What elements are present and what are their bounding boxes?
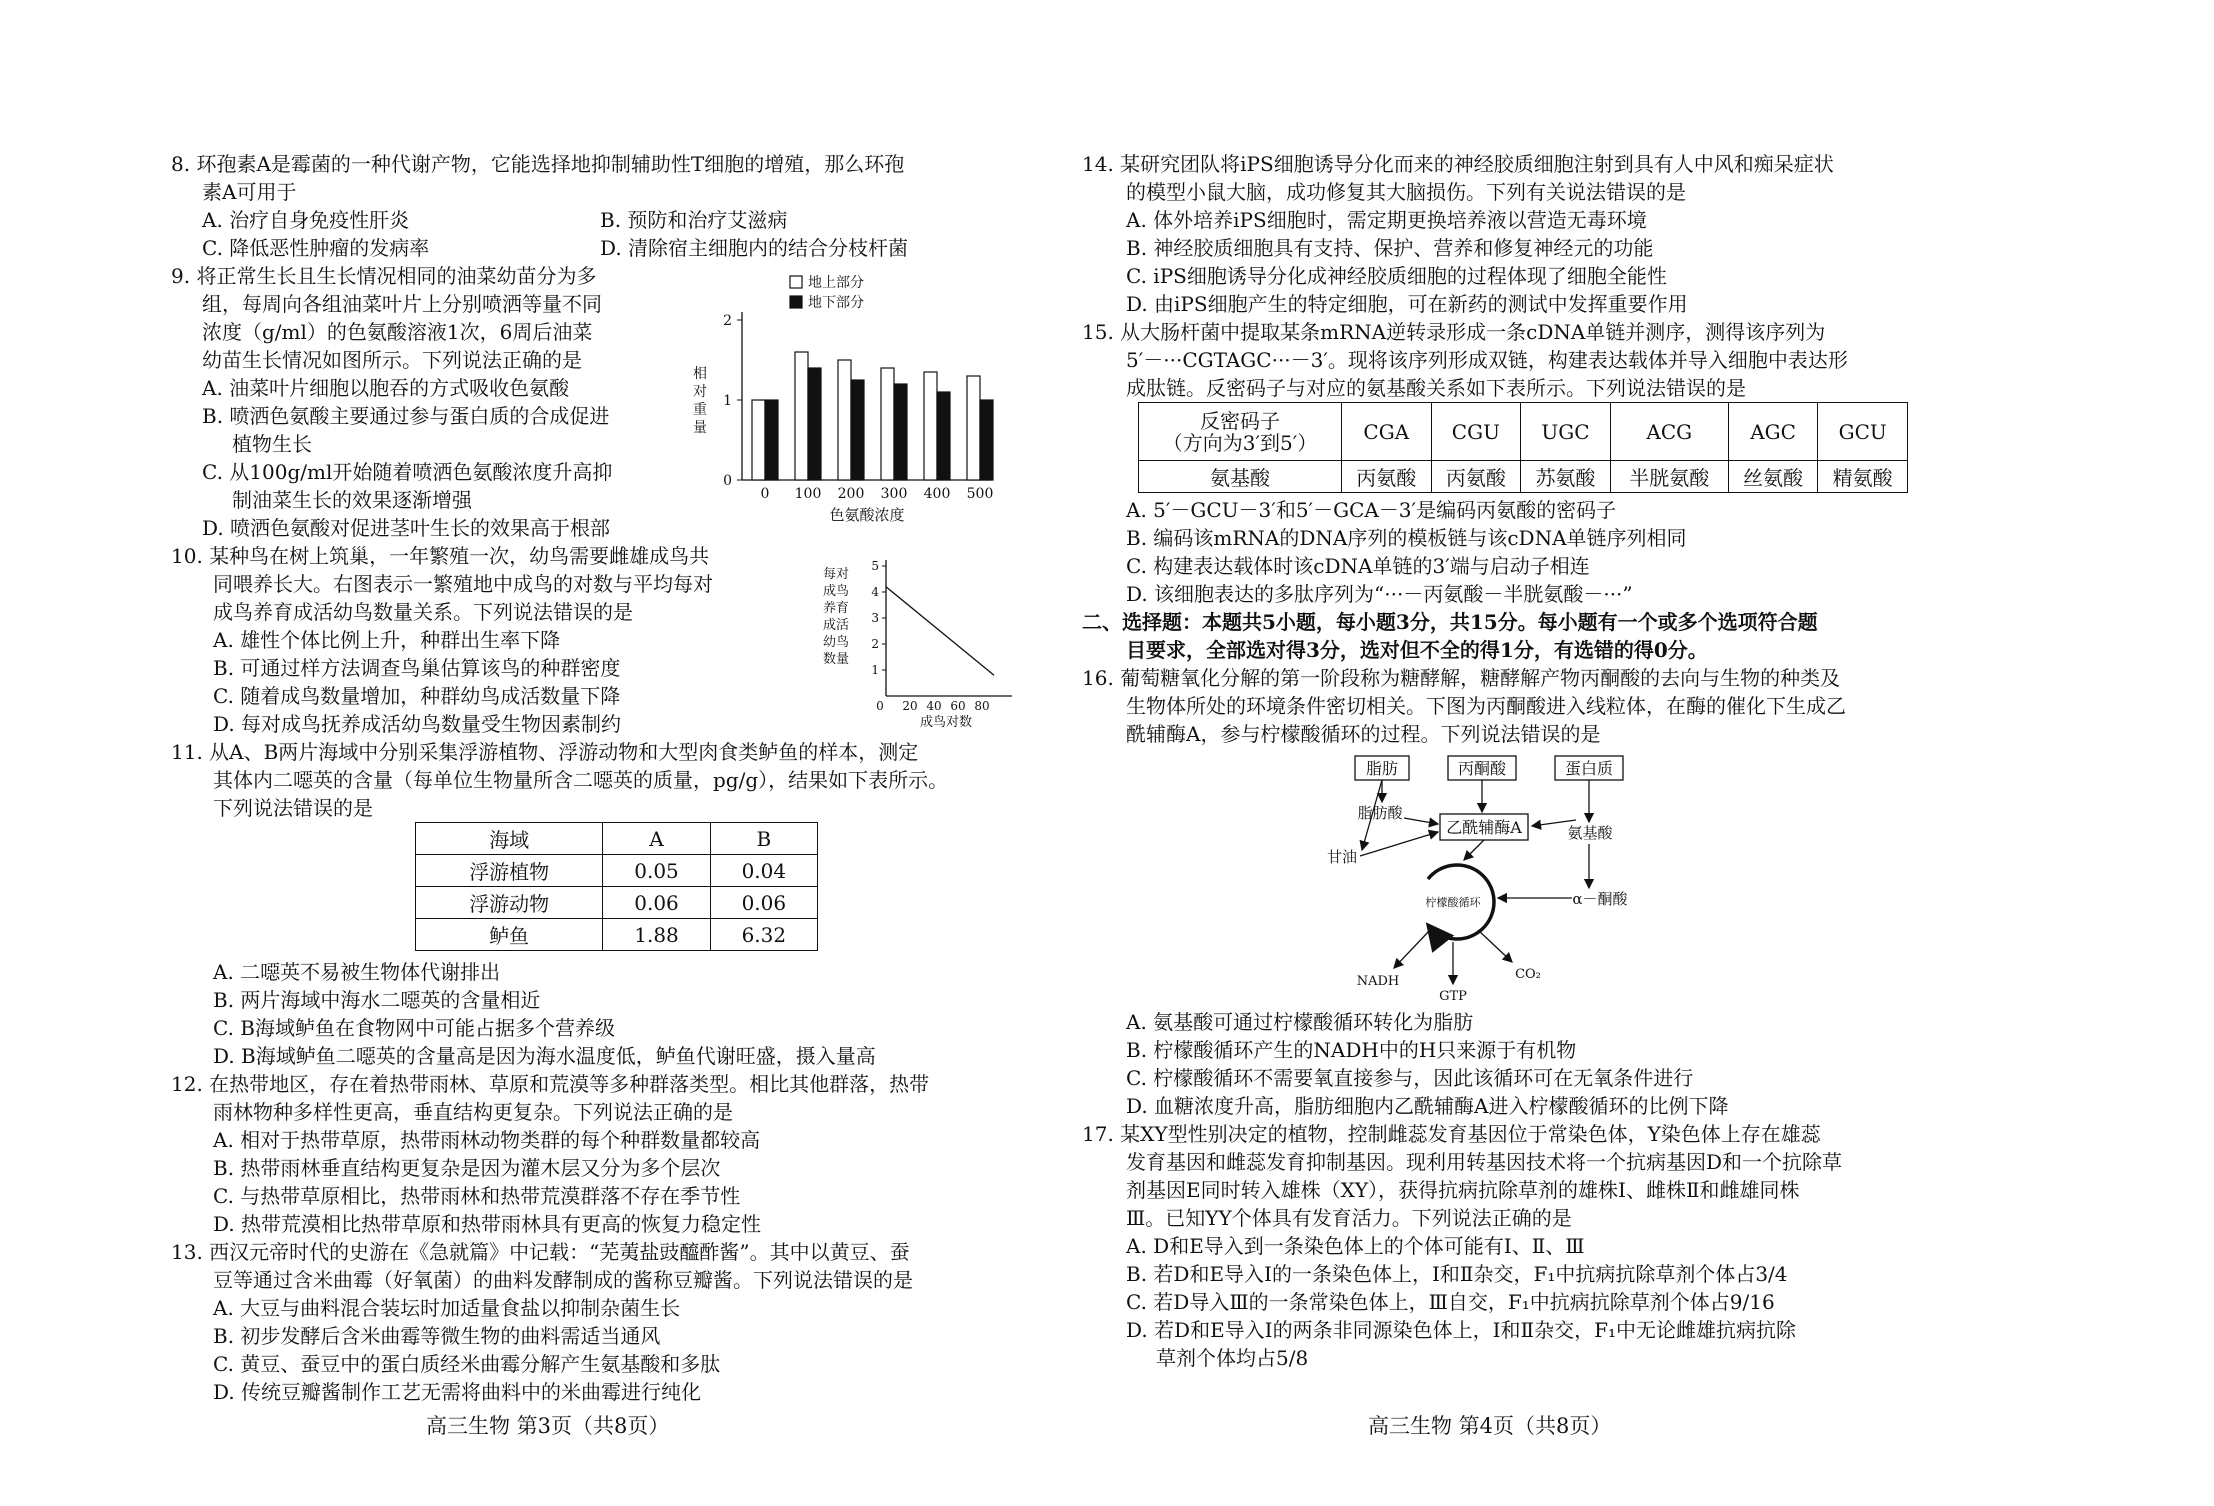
q8-option-b: B. 预防和治疗艾滋病 bbox=[600, 208, 788, 232]
q9-stem-line4: 幼苗生长情况如图所示。下列说法正确的是 bbox=[202, 348, 582, 372]
q11-table-header: 海域 bbox=[416, 823, 603, 855]
q11-option-b: B. 两片海域中海水二噁英的含量相近 bbox=[213, 988, 541, 1012]
q12-option-d: D. 热带荒漠相比热带草原和热带雨林具有更高的恢复力稳定性 bbox=[213, 1212, 762, 1236]
q10-option-b: B. 可通过样方法调查鸟巢估算该鸟的种群密度 bbox=[213, 656, 621, 680]
q12-option-a: A. 相对于热带草原，热带雨林动物类群的每个种群数量都较高 bbox=[213, 1128, 761, 1152]
q15-table-row2-header: 氨基酸 bbox=[1139, 461, 1342, 493]
q15-amino-acid-cell: 精氨酸 bbox=[1818, 461, 1908, 493]
q16-stem-line2: 生物体所处的环境条件密切相关。下图为丙酮酸进入线粒体，在酶的催化下生成乙 bbox=[1126, 694, 1846, 718]
q15-amino-acid-cell: 丙氨酸 bbox=[1342, 461, 1432, 493]
bar-above-ground bbox=[967, 376, 980, 480]
x-tick-label: 20 bbox=[902, 699, 918, 713]
q11-table-cell: 0.04 bbox=[710, 855, 817, 887]
q9-option-c-cont: 制油菜生长的效果逐渐增强 bbox=[232, 488, 472, 512]
y-axis-label-line: 成鸟 bbox=[822, 584, 850, 599]
q17-stem-line3: 剂基因E同时转入雄株（XY），获得抗病抗除草剂的雄株Ⅰ、雌株Ⅱ和雌雄同株 bbox=[1126, 1178, 1800, 1202]
q16-option-b: B. 柠檬酸循环产生的NADH中的H只来源于有机物 bbox=[1126, 1038, 1577, 1062]
q11-table-cell: 1.88 bbox=[603, 919, 710, 951]
q11-table bbox=[415, 822, 818, 951]
q17-option-b: B. 若D和E导入Ⅰ的一条染色体上，Ⅰ和Ⅱ杂交，F₁中抗病抗除草剂个体占3/4 bbox=[1126, 1262, 1788, 1286]
q15-anticodon-cell: AGC bbox=[1728, 403, 1818, 461]
q15-anticodon-cell: UGC bbox=[1521, 403, 1611, 461]
y-tick-label: 2 bbox=[723, 313, 732, 329]
trend-line bbox=[886, 587, 994, 675]
y-axis-label-line: 养育 bbox=[822, 601, 850, 616]
q11-stem-line2: 其体内二噁英的含量（每单位生物量所含二噁英的质量，pg/g），结果如下表所示。 bbox=[213, 768, 949, 792]
x-axis-label: 成鸟对数 bbox=[919, 715, 973, 730]
q11-table-cell: 6.32 bbox=[710, 919, 817, 951]
x-tick-label: 80 bbox=[974, 699, 990, 713]
x-axis-label: 色氨酸浓度 bbox=[829, 506, 905, 524]
q11-table-cell: 鲈鱼 bbox=[416, 919, 603, 951]
q16-option-d: D. 血糖浓度升高，脂肪细胞内乙酰辅酶A进入柠檬酸循环的比例下降 bbox=[1126, 1094, 1729, 1118]
bar-above-ground bbox=[924, 372, 937, 480]
y-tick-label: 4 bbox=[871, 585, 879, 599]
section-2-heading-line1: 二、选择题：本题共5小题，每小题3分，共15分。每小题有一个或多个选项符合题 bbox=[1082, 610, 1818, 634]
x-tick-label: 60 bbox=[950, 699, 966, 713]
q9-stem-line1: 9. 将正常生长且生长情况相同的油菜幼苗分为多 bbox=[171, 264, 597, 288]
pyruvate-box bbox=[1448, 756, 1516, 780]
q10-option-c: C. 随着成鸟数量增加，种群幼鸟成活数量下降 bbox=[213, 684, 621, 708]
q11-table-cell: 0.06 bbox=[710, 887, 817, 919]
pyruvate-label: 丙酮酸 bbox=[1457, 759, 1507, 778]
q13-option-d: D. 传统豆瓣酱制作工艺无需将曲料中的米曲霉进行纯化 bbox=[213, 1380, 702, 1404]
q12-stem-line2: 雨林物种多样性更高，垂直结构更复杂。下列说法正确的是 bbox=[213, 1100, 733, 1124]
q15-table-row1-header bbox=[1139, 403, 1342, 461]
y-axis-label-line: 幼鸟 bbox=[822, 635, 850, 650]
q15-option-d: D. 该细胞表达的多肽序列为“···－丙氨酸－半胱氨酸－···” bbox=[1126, 582, 1633, 606]
q11-option-c: C. B海域鲈鱼在食物网中可能占据多个营养级 bbox=[213, 1016, 616, 1040]
nadh-label: NADH bbox=[1356, 974, 1400, 989]
legend-swatch bbox=[790, 296, 802, 308]
q14-stem-line1: 14. 某研究团队将iPS细胞诱导分化而来的神经胶质细胞注射到具有人中风和痴呆症状 bbox=[1082, 152, 1834, 176]
q12-option-c: C. 与热带草原相比，热带雨林和热带荒漠群落不存在季节性 bbox=[213, 1184, 741, 1208]
q17-stem-line4: Ⅲ。已知YY个体具有发育活力。下列说法正确的是 bbox=[1126, 1206, 1572, 1230]
q9-option-a: A. 油菜叶片细胞以胞吞的方式吸收色氨酸 bbox=[202, 376, 570, 400]
amino-acid-label: 氨基酸 bbox=[1567, 824, 1613, 842]
q12-option-b: B. 热带雨林垂直结构更复杂是因为灌木层又分为多个层次 bbox=[213, 1156, 721, 1180]
bar-above-ground bbox=[752, 400, 765, 480]
q15-option-b: B. 编码该mRNA的DNA序列的模板链与该cDNA单链序列相同 bbox=[1126, 526, 1687, 550]
q9-bar-chart bbox=[680, 270, 1020, 525]
y-axis-label-line: 每对 bbox=[822, 567, 850, 582]
left-page-footer: 高三生物 第3页（共8页） bbox=[426, 1414, 670, 1438]
y-tick-label: 3 bbox=[871, 611, 879, 625]
q13-stem-line2: 豆等通过含米曲霉（好氧菌）的曲料发酵制成的酱称豆瓣酱。下列说法错误的是 bbox=[213, 1268, 913, 1292]
q16-stem-line3: 酰辅酶A，参与柠檬酸循环的过程。下列说法错误的是 bbox=[1126, 722, 1601, 746]
bar-below-ground bbox=[808, 368, 821, 480]
q8-stem-line2: 素A可用于 bbox=[202, 180, 297, 204]
q8-option-d: D. 清除宿主细胞内的结合分枝杆菌 bbox=[600, 236, 909, 260]
q8-stem-line1: 8. 环孢素A是霉菌的一种代谢产物，它能选择地抑制辅助性T细胞的增殖，那么环孢 bbox=[171, 152, 905, 176]
q11-option-d: D. B海域鲈鱼二噁英的含量高是因为海水温度低，鲈鱼代谢旺盛，摄入量高 bbox=[213, 1044, 876, 1068]
y-axis-label-char: 量 bbox=[693, 420, 707, 436]
q15-amino-acid-cell: 半胱氨酸 bbox=[1610, 461, 1728, 493]
q10-line-chart bbox=[800, 548, 1020, 728]
q10-stem-line2: 同喂养长大。右图表示一繁殖地中成鸟的对数与平均每对 bbox=[213, 572, 713, 596]
q14-option-a: A. 体外培养iPS细胞时，需定期更换培养液以营造无毒环境 bbox=[1126, 208, 1647, 232]
bar-below-ground bbox=[894, 384, 907, 480]
gtp-label: GTP bbox=[1439, 989, 1467, 1004]
q8-option-a: A. 治疗自身免疫性肝炎 bbox=[202, 208, 410, 232]
q15-codon-table bbox=[1138, 402, 1908, 493]
q10-option-a: A. 雄性个体比例上升，种群出生率下降 bbox=[213, 628, 561, 652]
x-tick-label: 0 bbox=[876, 699, 884, 713]
q17-option-c: C. 若D导入Ⅲ的一条常染色体上，Ⅲ自交，F₁中抗病抗除草剂个体占9/16 bbox=[1126, 1290, 1775, 1314]
q11-table-header: A bbox=[603, 823, 710, 855]
y-tick-label: 2 bbox=[871, 637, 879, 651]
fat-box bbox=[1355, 756, 1409, 780]
q15-header-line1: 反密码子 bbox=[1200, 408, 1280, 433]
q10-stem-line1: 10. 某种鸟在树上筑巢，一年繁殖一次，幼鸟需要雌雄成鸟共 bbox=[171, 544, 710, 568]
q14-option-c: C. iPS细胞诱导分化成神经胶质细胞的过程体现了细胞全能性 bbox=[1126, 264, 1667, 288]
x-tick-label: 500 bbox=[966, 486, 994, 502]
q9-option-d: D. 喷洒色氨酸对促进茎叶生长的效果高于根部 bbox=[202, 516, 611, 540]
q11-stem-line1: 11. 从A、B两片海域中分别采集浮游植物、浮游动物和大型肉食类鲈鱼的样本，测定 bbox=[171, 740, 919, 764]
fatty-acid-label: 脂肪酸 bbox=[1357, 804, 1403, 822]
q15-header-line2: （方向为3′到5′） bbox=[1162, 430, 1318, 455]
right-page-footer: 高三生物 第4页（共8页） bbox=[1368, 1414, 1612, 1438]
q15-stem-line2: 5′－···CGTAGC···－3′。现将该序列形成双链，构建表达载体并导入细胞中表达形 bbox=[1126, 348, 1848, 372]
q15-amino-acid-cell: 丝氨酸 bbox=[1728, 461, 1818, 493]
q9-option-b-cont: 植物生长 bbox=[232, 432, 312, 456]
y-axis-label-line: 成活 bbox=[822, 618, 850, 633]
x-tick-label: 400 bbox=[923, 486, 951, 502]
q16-option-a: A. 氨基酸可通过柠檬酸循环转化为脂肪 bbox=[1126, 1010, 1474, 1034]
q12-stem-line1: 12. 在热带地区，存在着热带雨林、草原和荒漠等多种群落类型。相比其他群落，热带 bbox=[171, 1072, 930, 1096]
y-tick-label: 1 bbox=[723, 393, 732, 409]
bar-below-ground bbox=[765, 400, 778, 480]
bar-below-ground bbox=[851, 380, 864, 480]
q14-option-b: B. 神经胶质细胞具有支持、保护、营养和修复神经元的功能 bbox=[1126, 236, 1654, 260]
x-tick-label: 40 bbox=[926, 699, 942, 713]
acetyl-coa-label: 乙酰辅酶A bbox=[1446, 818, 1522, 837]
q11-table-cell: 浮游动物 bbox=[416, 887, 603, 919]
fat-label: 脂肪 bbox=[1365, 759, 1399, 778]
legend-label: 地上部分 bbox=[808, 275, 864, 291]
q13-option-a: A. 大豆与曲料混合装坛时加适量食盐以抑制杂菌生长 bbox=[213, 1296, 681, 1320]
q10-stem-line3: 成鸟养育成活幼鸟数量关系。下列说法错误的是 bbox=[213, 600, 633, 624]
q11-stem-line3: 下列说法错误的是 bbox=[213, 796, 373, 820]
bar-above-ground bbox=[881, 368, 894, 480]
bar-below-ground bbox=[980, 400, 993, 480]
q16-stem-line1: 16. 葡萄糖氧化分解的第一阶段称为糖酵解，糖酵解产物丙酮酸的去向与生物的种类及 bbox=[1082, 666, 1841, 690]
q9-option-c: C. 从100g/ml开始随着喷洒色氨酸浓度升高抑 bbox=[202, 460, 613, 484]
q15-amino-acid-cell: 苏氨酸 bbox=[1521, 461, 1611, 493]
cycle-label: 柠檬酸循环 bbox=[1425, 896, 1481, 909]
q11-option-a: A. 二噁英不易被生物体代谢排出 bbox=[213, 960, 501, 984]
x-tick-label: 300 bbox=[880, 486, 908, 502]
q15-option-c: C. 构建表达载体时该cDNA单链的3′端与启动子相连 bbox=[1126, 554, 1590, 578]
y-axis-label-line: 数量 bbox=[822, 652, 850, 667]
q16-option-c: C. 柠檬酸循环不需要氧直接参与，因此该循环可在无氧条件进行 bbox=[1126, 1066, 1694, 1090]
citric-acid-cycle bbox=[1426, 865, 1494, 939]
q11-table-cell: 0.05 bbox=[603, 855, 710, 887]
y-axis-label-char: 对 bbox=[693, 384, 707, 400]
y-tick-label: 1 bbox=[871, 663, 879, 677]
q15-amino-acid-cell: 丙氨酸 bbox=[1431, 461, 1521, 493]
q14-stem-line2: 的模型小鼠大脑，成功修复其大脑损伤。下列有关说法错误的是 bbox=[1126, 180, 1686, 204]
x-tick-label: 0 bbox=[760, 486, 770, 502]
q15-stem-line3: 成肽链。反密码子与对应的氨基酸关系如下表所示。下列说法错误的是 bbox=[1126, 376, 1746, 400]
q9-option-b: B. 喷洒色氨酸主要通过参与蛋白质的合成促进 bbox=[202, 404, 610, 428]
q11-table-cell: 0.06 bbox=[603, 887, 710, 919]
q13-stem-line1: 13. 西汉元帝时代的史游在《急就篇》中记载：“芜荑盐豉醯酢酱”。其中以黄豆、蚕 bbox=[171, 1240, 910, 1264]
y-axis-label-char: 重 bbox=[693, 402, 707, 418]
q13-option-c: C. 黄豆、蚕豆中的蛋白质经米曲霉分解产生氨基酸和多肽 bbox=[213, 1352, 721, 1376]
q11-table-cell: 浮游植物 bbox=[416, 855, 603, 887]
y-tick-label: 5 bbox=[871, 559, 879, 573]
q13-option-b: B. 初步发酵后含米曲霉等微生物的曲料需适当通风 bbox=[213, 1324, 661, 1348]
q14-option-d: D. 由iPS细胞产生的特定细胞，可在新药的测试中发挥重要作用 bbox=[1126, 292, 1688, 316]
x-tick-label: 200 bbox=[837, 486, 865, 502]
protein-box bbox=[1555, 756, 1623, 780]
q16-citric-acid-cycle-diagram bbox=[1300, 752, 1660, 1002]
q10-option-d: D. 每对成鸟抚养成活幼鸟数量受生物因素制约 bbox=[213, 712, 622, 736]
q8-option-c: C. 降低恶性肿瘤的发病率 bbox=[202, 236, 430, 260]
protein-label: 蛋白质 bbox=[1564, 759, 1614, 778]
q15-anticodon-cell: ACG bbox=[1610, 403, 1728, 461]
ketoacid-label: α－酮酸 bbox=[1572, 890, 1628, 908]
bar-below-ground bbox=[937, 392, 950, 480]
q17-option-a: A. D和E导入到一条染色体上的个体可能有Ⅰ、Ⅱ、Ⅲ bbox=[1126, 1234, 1585, 1258]
q9-stem-line3: 浓度（g/ml）的色氨酸溶液1次，6周后油菜 bbox=[202, 320, 593, 344]
section-2-heading-line2: 目要求，全部选对得3分，选对但不全的得1分，有选错的得0分。 bbox=[1126, 638, 1708, 662]
q15-anticodon-cell: CGU bbox=[1431, 403, 1521, 461]
q15-option-a: A. 5′－GCU－3′和5′－GCA－3′是编码丙氨酸的密码子 bbox=[1126, 498, 1617, 522]
glycerol-label: 甘油 bbox=[1326, 848, 1358, 866]
bar-above-ground bbox=[795, 352, 808, 480]
q15-anticodon-cell: GCU bbox=[1818, 403, 1908, 461]
q9-stem-line2: 组，每周向各组油菜叶片上分别喷洒等量不同 bbox=[202, 292, 602, 316]
acetyl-coa-box bbox=[1440, 814, 1528, 840]
legend-label: 地下部分 bbox=[808, 295, 864, 311]
bar-above-ground bbox=[838, 360, 851, 480]
co2-label: CO₂ bbox=[1515, 967, 1541, 982]
q17-option-d-cont: 草剂个体均占5/8 bbox=[1156, 1346, 1309, 1370]
y-tick-label: 0 bbox=[723, 473, 732, 489]
q17-option-d: D. 若D和E导入Ⅰ的两条非同源染色体上，Ⅰ和Ⅱ杂交，F₁中无论雌雄抗病抗除 bbox=[1126, 1318, 1796, 1342]
q11-table-header: B bbox=[710, 823, 817, 855]
q17-stem-line2: 发育基因和雌蕊发育抑制基因。现利用转基因技术将一个抗病基因D和一个抗除草 bbox=[1126, 1150, 1843, 1174]
q15-anticodon-cell: CGA bbox=[1342, 403, 1432, 461]
q17-stem-line1: 17. 某XY型性别决定的植物，控制雌蕊发育基因位于常染色体，Y染色体上存在雄蕊 bbox=[1082, 1122, 1821, 1146]
q15-stem-line1: 15. 从大肠杆菌中提取某条mRNA逆转录形成一条cDNA单链并测序，测得该序列为 bbox=[1082, 320, 1826, 344]
legend-swatch bbox=[790, 276, 802, 288]
x-tick-label: 100 bbox=[794, 486, 822, 502]
y-axis-label-char: 相 bbox=[693, 366, 707, 382]
